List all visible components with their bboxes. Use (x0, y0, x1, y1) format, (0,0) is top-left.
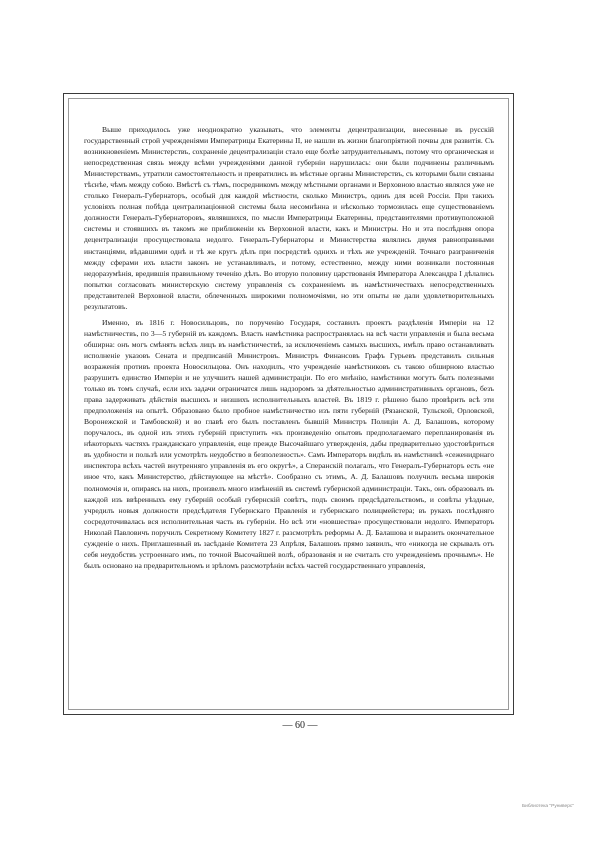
page-body-text (84, 124, 494, 571)
library-watermark: Библиотека "Руниверс" (522, 804, 574, 809)
page-number: — 60 — (282, 720, 318, 731)
paragraph-2: Именно, въ 1816 г. Новосильцовъ, по порученію Государя, составилъ проектъ раздѣленія Имперіи на 12 намѣстничествъ, по 3—5 губерній въ каждомъ. Власть намѣстника распространялась на всѣ части управленія и была весьма обширна: онъ могъ смѣнять всѣхъ лицъ въ намѣстничествѣ, за исключеніемъ самыхъ высшихъ, имѣлъ право останавливать исполненіе указовъ Сената и предписаній Министровъ. Министръ Финансовъ Графъ Гурьевъ представилъ сильныя возраженія противъ проекта Новосильцова. Онъ находилъ, что учрежденіе намѣстниковъ съ такою обширною властью разрушитъ единство Имперіи и не улучшитъ нашей администраціи. По его мнѣнію, намѣстники могутъ быть полезными только въ томъ случаѣ, если ихъ задачи ограничатся лишь надзоромъ за дѣятельностью административныхъ органовъ, безъ права задерживать дѣйствія высшихъ и низшихъ исполнительныхъ властей. Въ 1819 г. рѣшено было провѣрить всѣ эти предположенія на опытѣ. Образовано было пробное намѣстничество изъ пяти губерній (Рязанской, Тульской, Орловской, Воронежской и Тамбовской) и во главѣ его былъ поставленъ бывшій Министръ Полиціи А. Д. Балашовъ, которому поручалось, въ одной изъ этихъ губерній приступить «къ произведенію опытовъ предполагаемаго перепланированія въ нѣкоторыхъ частяхъ гражданскаго управленія, еще прежде Высочайшаго утвержденія, дабы предварительно удостовѣриться въ удобности и пользѣ или усмотрѣть неудобство в безполезность». Самъ Императоръ видѣлъ въ намѣстникѣ «сеженидрнаго инспектора всѣхъ частей внутренняго управленія въ его округѣ», а Сперанскій полагалъ, что Генералъ-Губернаторъ есть «не иное что, какъ Министерство, дѣйствующее на мѣстѣ». Сообразно съ этимъ, А. Д. Балашовъ получилъ весьма широкія полномочія и, опираясь на нихъ, произвелъ много измѣненій въ системѣ губернской администраціи. Такъ, онъ образовалъ въ каждой изъ ввѣренныхъ ему губерній особый губернскій совѣтъ, подъ своимъ предсѣдательствомъ, и совѣты уѣздные, учредилъ новыя должности предсѣдателя Губернскаго Правленія и губернскаго полицмейстера; въ рукахъ послѣдняго сосредоточивалась вся исполнительная часть въ губерніи. Но всѣ эти «новшества» просуществовали недолго. Императоръ Николай Павловичъ поручилъ Секретному Комитету 1827 г. разсмотрѣть реформы А. Д. Балашова и выразить окончательное сужденіе о нихъ. Приглашенный въ засѣданіе Комитета 23 Апрѣля, Балашовъ прямо заявилъ, что «никогда не скрывалъ отъ себя неудобствъ устроеннаго имъ, по точной Высочайшей волѣ, образованія и не считалъ сто учрежденіемъ прочнымъ». Не былъ основано на предварительномъ и зрѣломъ разсмотрѣніи всѣхъ частей государственнаго управленія, (84, 317, 494, 570)
paragraph-1: Выше приходилось уже неоднократно указывать, что элементы децентрализации, внесенные въ русскій государственный строй учрежденіями Императрицы Екатерины II, не нашли въ жизни благопріятной почвы для развитія. Съ возникновеніемъ Министерствъ, сохраненіе децентрализаціи стало еще болѣе затруднительнымъ, потому что органическая и непосредственная связь между всѣми учрежденіями данной губерніи нарушилась: они были подчинены различнымъ Министерствамъ, утратили самостоятельность и превратились въ мѣстные органы Министерствъ, съ которыми были связаны тѣснѣе, чѣмъ между собою. Вмѣстѣ съ тѣмъ, посредникомъ между мѣстными органами и Верховною властью являлся уже не столько Генералъ-Губернаторъ, особый для каждой мѣстности, сколько Министръ, одинъ для всей Россіи. При такихъ условіяхъ полная побѣда централизаціонной системы была несомнѣнна и нѣсколько тормозилась еще существованіемъ должности Генералъ-Губернаторовъ, являвшихся, по мысли Императрицы Екатерины, представителями противуположной системы и стоявшихъ въ такомъ же приближеніи къ Верховной власти, какъ и Министры. Но и эта послѣдняя опора децентрализаціи просуществовала недолго. Генералъ-Губернаторы и Министерства являлись двумя равноправными инстанціями, вѣдавшими однѣ и тѣ же кругъ дѣлъ при посредствѣ однихъ и тѣхъ же учрежденій. Точнаго разграниченія между сферами ихъ власти законъ не устанавливалъ, и потому, естественно, между ними возникали постоянныя недоразумѣнія, вредившія правильному теченію дѣлъ. Во вторую половину царствованія Императора Александра I дѣлались попытки согласовать министерскую систему управленія съ сохраненіемъ въ намѣстничествахъ непосредственныхъ представителей Верховной власти, облеченныхъ широкими полномочіями, но эти опыты не дали удовлетворительныхъ результатовъ. (84, 125, 494, 311)
